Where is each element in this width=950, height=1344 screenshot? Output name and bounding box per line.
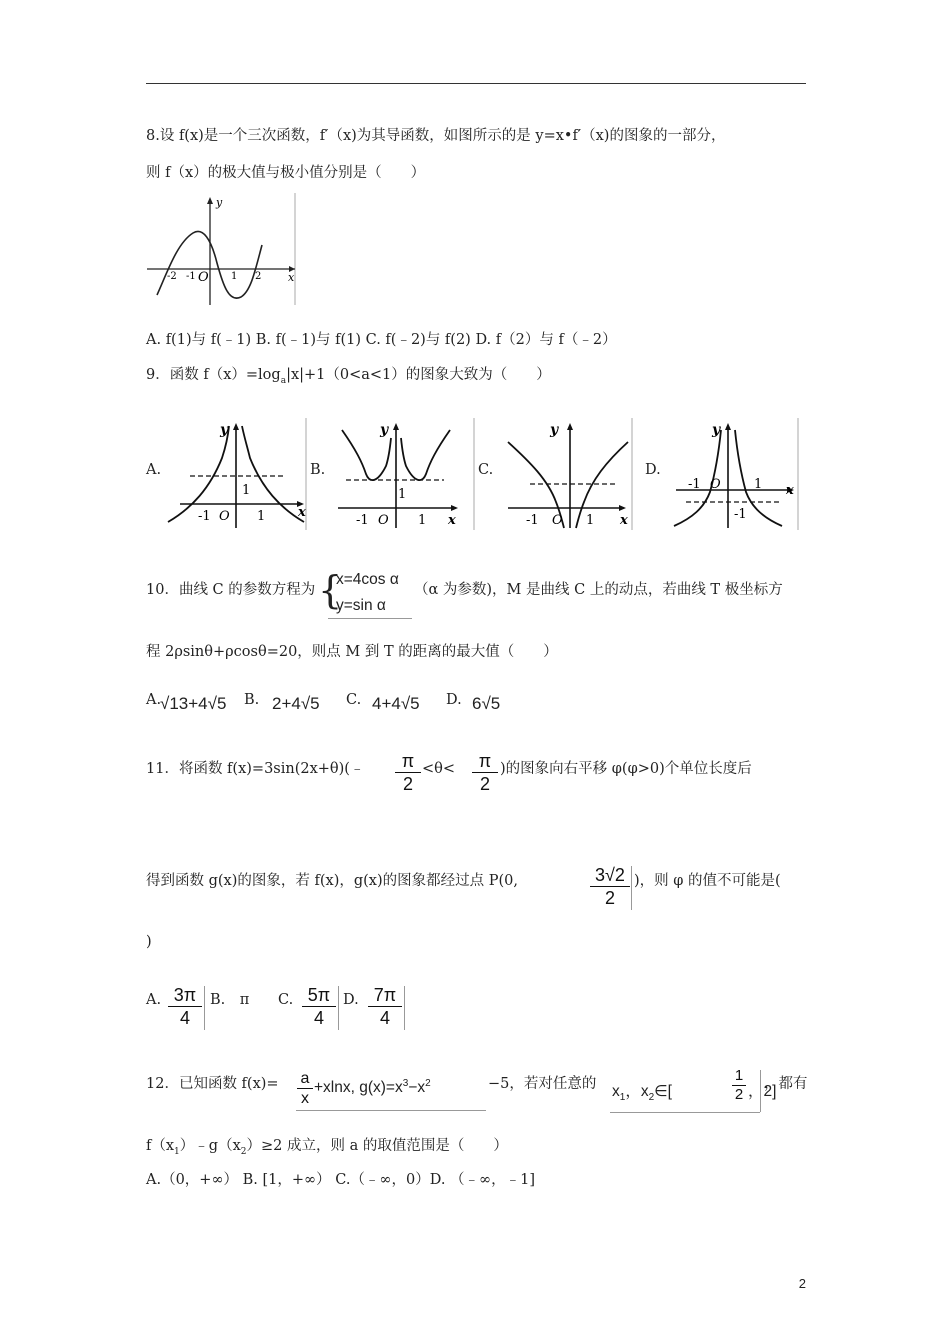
q9a-one: 1 xyxy=(242,483,251,498)
q12-after: ，都有 xyxy=(764,1076,808,1092)
q12-f-frac-den: x xyxy=(301,1090,309,1107)
q11-line3: ) xyxy=(146,934,152,950)
q11-rest: )的图象向右平移 φ(φ>0)个单位长度后 xyxy=(500,761,752,777)
q11-opt-c-label: C. xyxy=(278,992,294,1008)
q11-opt-c-den: 4 xyxy=(313,1008,324,1028)
q12-f-frac-num: a xyxy=(300,1070,310,1087)
q11-lt: <θ< xyxy=(422,761,456,777)
q12-f-rest xyxy=(314,1074,431,1098)
q12-tail: −5，若对任意的 xyxy=(488,1076,597,1092)
q11-opt-a xyxy=(168,985,202,1028)
q11-opt-b: B. π xyxy=(210,992,250,1008)
q12-half xyxy=(732,1068,746,1103)
q12-line2-s1: 1 xyxy=(174,1146,180,1157)
q11-line2b: )，则 φ 的值不可能是( xyxy=(634,873,781,889)
q9a-m1: -1 xyxy=(198,509,211,524)
q8-options: A. f(1)与 f(﹣1) B. f(﹣1)与 f(1) C. f(﹣2)与 f(2) D. f（2）与 f（﹣2） xyxy=(146,332,617,348)
q9-stem xyxy=(146,365,551,391)
q11-frac-right-den: 2 xyxy=(479,774,490,794)
q12-f-rest-text: +xlnx, g(x)=x xyxy=(314,1079,403,1097)
q10-eq-underline xyxy=(328,618,412,619)
q12-half-num: 1 xyxy=(734,1067,744,1084)
q8-graph xyxy=(145,193,305,308)
q11-point-den: 2 xyxy=(604,888,615,908)
q10-lead: 10．曲线 C 的参数方程为 xyxy=(146,582,316,598)
q9-label-a: A. xyxy=(146,462,162,478)
q8-line2: 则 f（x）的极大值与极小值分别是（ ） xyxy=(146,165,426,181)
q12-exp3: 3 xyxy=(402,1078,409,1089)
q11-frac-left xyxy=(395,751,421,794)
q10-opt-d-label: D. xyxy=(446,692,462,708)
q11-point-num: 3√2 xyxy=(595,865,625,885)
q12-f-frac xyxy=(297,1070,313,1107)
q9c-p1: 1 xyxy=(586,513,595,528)
q11-opt-d xyxy=(368,985,402,1028)
q12-x1: x xyxy=(612,1083,620,1100)
q11-opt-d-edge xyxy=(404,986,405,1030)
q10-rest: （α 为参数)，M 是曲线 C 上的动点，若曲线 T 极坐标方 xyxy=(414,582,783,598)
q9c-m1: -1 xyxy=(526,513,539,528)
q12-x2-sub: 2 xyxy=(648,1092,655,1104)
q10-eq2: y=sin α xyxy=(336,597,386,614)
q12-line2-m: ）﹣g（x xyxy=(179,1138,241,1154)
q11-opt-a-label: A. xyxy=(146,992,162,1008)
q12-options: A.（0，+∞） B. [1，+∞） C.（﹣∞，0）D. （﹣∞，﹣1] xyxy=(146,1172,536,1188)
q9a-y: y xyxy=(220,422,229,438)
q9c-x: x xyxy=(620,513,628,528)
q9b-y: y xyxy=(380,422,389,438)
q9d-y: y xyxy=(712,422,721,438)
q12-line2-s2: 2 xyxy=(240,1146,247,1157)
q9-graph-a xyxy=(162,418,308,530)
q9c-y: y xyxy=(550,422,559,438)
q9b-one: 1 xyxy=(398,487,407,502)
q10-eq1: x=4cos α xyxy=(336,571,399,588)
q12-line2 xyxy=(146,1136,508,1162)
q8-graph-tick-m2: -2 xyxy=(167,271,177,282)
q10-opt-c-label: C. xyxy=(346,692,362,708)
q11-opt-c-edge xyxy=(338,986,339,1030)
page-number: 2 xyxy=(798,1276,806,1291)
q8-graph-tick-p2: 2 xyxy=(255,271,262,282)
q12-lead: 12．已知函数 f(x)= xyxy=(146,1076,279,1092)
q9-label-c: C. xyxy=(478,462,494,478)
q12-end: ，2] xyxy=(748,1083,777,1100)
q12-exp2: 2 xyxy=(425,1078,431,1089)
q12-line2-e: ）≥2 成立，则 a 的取值范围是（ ） xyxy=(246,1138,508,1154)
q11-point-frac xyxy=(590,865,630,908)
q10-opt-b-label: B. xyxy=(244,692,260,708)
q11-frac-left-den: 2 xyxy=(402,774,413,794)
q9a-o: O xyxy=(219,509,230,524)
q11-opt-a-edge xyxy=(204,986,205,1030)
q11-point-frac-edge xyxy=(631,866,632,910)
q11-opt-a-den: 4 xyxy=(179,1008,190,1028)
q11-opt-c xyxy=(302,985,336,1028)
q12-half-den: 2 xyxy=(734,1086,744,1103)
q9d-p1: 1 xyxy=(754,477,763,492)
q11-opt-c-num: 5π xyxy=(307,985,331,1005)
q10-line2: 程 2ρsinθ+ρcosθ=20，则点 M 到 T 的距离的最大值（ ） xyxy=(146,644,558,660)
q12-domain xyxy=(612,1082,672,1108)
q9d-my: -1 xyxy=(734,507,747,522)
q9b-x: x xyxy=(448,513,456,528)
q9-graph-b xyxy=(330,418,476,530)
q12-minus-x: −x xyxy=(408,1079,426,1097)
q9-graph-d xyxy=(668,418,802,530)
q8-graph-x-label: x xyxy=(288,271,295,284)
q12-comma-x2: ，x xyxy=(625,1083,649,1100)
q8-graph-y-label: y xyxy=(216,196,223,209)
q11-frac-right xyxy=(472,751,498,794)
q8-graph-tick-p1: 1 xyxy=(231,271,238,282)
q9a-x: x xyxy=(298,505,306,520)
q12-f-underline xyxy=(296,1110,486,1111)
q11-opt-d-num: 7π xyxy=(373,985,397,1005)
q10-opt-a-label: A. xyxy=(146,692,162,708)
q12-in: ∈[ xyxy=(654,1083,672,1100)
header-rule xyxy=(146,83,806,84)
q9-graph-c xyxy=(500,418,634,530)
q12-x1-sub: 1 xyxy=(619,1092,626,1104)
q9d-o: O xyxy=(710,477,721,492)
q9b-o: O xyxy=(378,513,389,528)
q9-stem-sub: a xyxy=(280,375,287,386)
q10-opt-b: 2+4√5 xyxy=(272,694,320,713)
q12-domain-underline xyxy=(610,1112,760,1113)
q10-opt-d: 6√5 xyxy=(472,694,501,713)
q11-opt-d-label: D. xyxy=(343,992,359,1008)
q9-label-d: D. xyxy=(645,462,661,478)
q10-opt-c: 4+4√5 xyxy=(372,694,420,713)
q11-frac-left-num: π xyxy=(401,751,415,771)
q9b-p1: 1 xyxy=(418,513,427,528)
q12-line2-a: f（x xyxy=(146,1138,175,1154)
q9a-p1: 1 xyxy=(257,509,266,524)
q9c-o: O xyxy=(552,513,563,528)
q10-brace: { xyxy=(318,568,343,612)
q11-opt-a-num: 3π xyxy=(173,985,197,1005)
q10-opt-a: √13+4√5 xyxy=(160,694,227,713)
q9-label-b: B. xyxy=(310,462,326,478)
q9-stem-rest: |x|+1（0<a<1）的图象大致为（ ） xyxy=(286,367,551,383)
q9b-m1: -1 xyxy=(356,513,369,528)
q8-graph-origin: O xyxy=(198,270,209,285)
q9d-x: x xyxy=(786,483,794,498)
q9d-m1: -1 xyxy=(688,477,701,492)
q8-graph-tick-m1: -1 xyxy=(186,271,196,282)
q12-domain-edge xyxy=(760,1070,761,1112)
q11-opt-d-den: 4 xyxy=(379,1008,390,1028)
q11-lead: 11．将函数 f(x)=3sin(2x+θ)(﹣ xyxy=(146,761,365,777)
q11-frac-right-num: π xyxy=(478,751,492,771)
q8-line1: 8.设 f(x)是一个三次函数，f′（x)为其导函数，如图所示的是 y=x•f′（x)的图象的一部分， xyxy=(146,128,726,144)
q9-stem-lead: 9．函数 f（x）=log xyxy=(146,367,281,383)
q11-line2a: 得到函数 g(x)的图象，若 f(x)，g(x)的图象都经过点 P(0, xyxy=(146,873,518,889)
